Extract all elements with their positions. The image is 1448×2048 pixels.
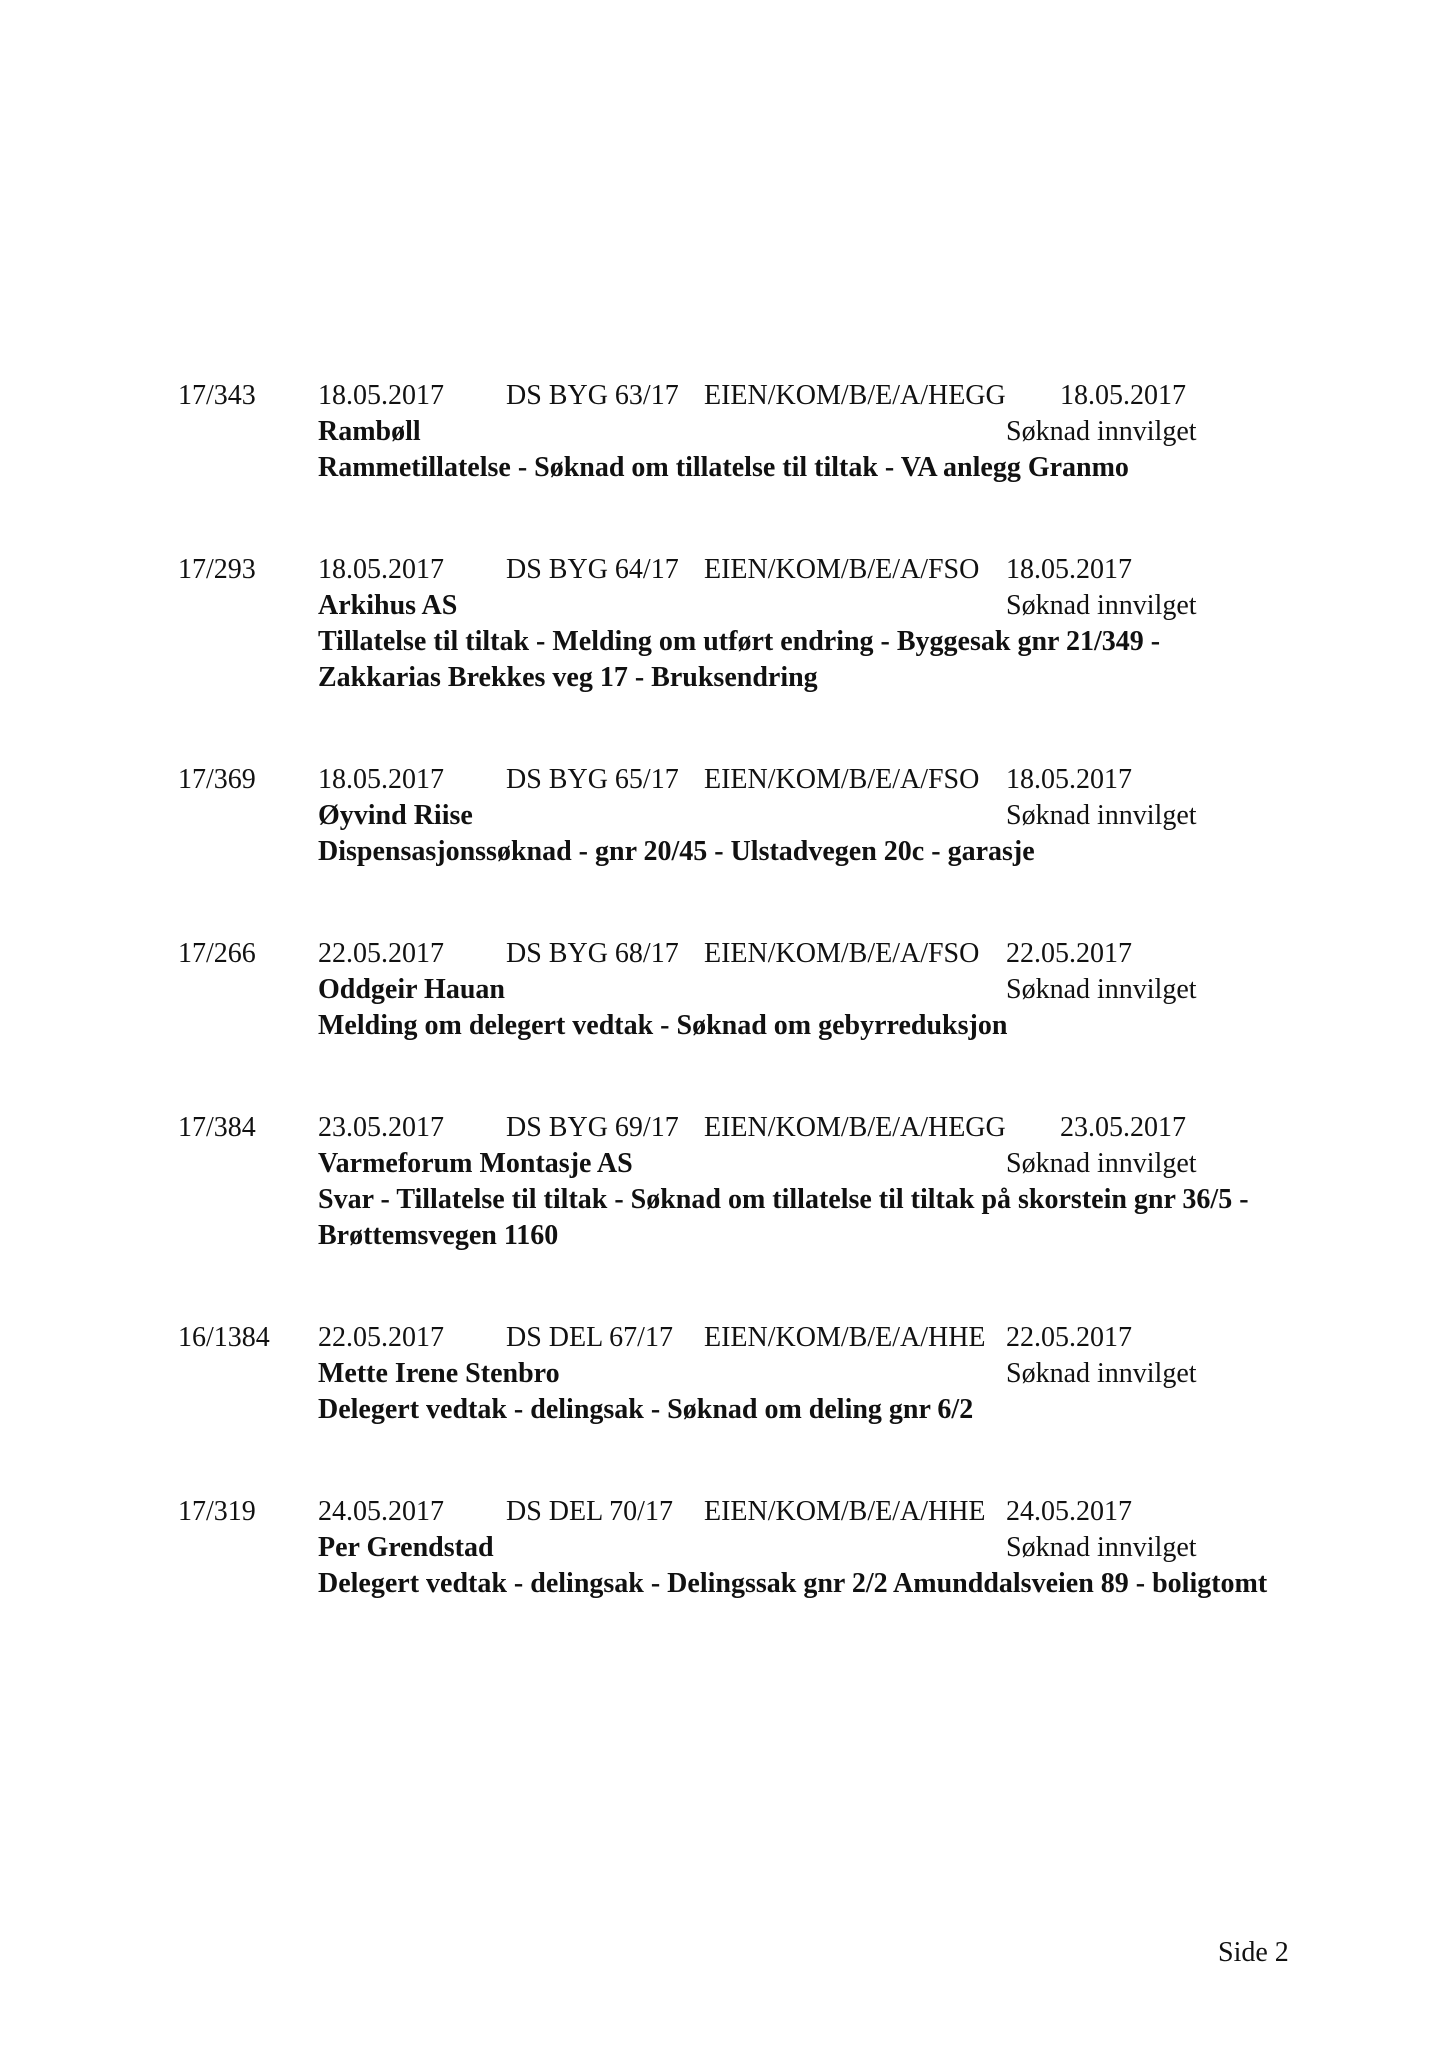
decision-date: 24.05.2017 <box>1006 1496 1132 1527</box>
entry-header-row <box>0 1494 1448 1530</box>
decision-status: Søknad innvilget <box>1006 974 1197 1005</box>
journal-date: 23.05.2017 <box>318 1112 444 1143</box>
journal-date: 22.05.2017 <box>318 938 444 969</box>
department-reference: EIEN/KOM/B/E/A/HEGG <box>704 1112 1006 1143</box>
case-title: Svar - Tillatelse til tiltak - Søknad om tillatelse til tiltak på skorstein gnr 36/5 - Brøttemsvegen 1160 <box>318 1184 1249 1251</box>
party-name: Mette Irene Stenbro <box>318 1358 560 1389</box>
journal-date: 18.05.2017 <box>318 554 444 585</box>
department-reference: EIEN/KOM/B/E/A/FSO <box>704 764 980 795</box>
page-number: Side 2 <box>1218 1937 1289 1968</box>
case-title: Rammetillatelse - Søknad om tillatelse til tiltak - VA anlegg Granmo <box>318 452 1129 483</box>
journal-date: 24.05.2017 <box>318 1496 444 1527</box>
party-name: Øyvind Riise <box>318 800 473 831</box>
decision-status: Søknad innvilget <box>1006 800 1197 831</box>
entry-party-row <box>0 972 1448 1008</box>
entry-party-row <box>0 1146 1448 1182</box>
decision-date: 18.05.2017 <box>1006 764 1132 795</box>
document-number: DS BYG 69/17 <box>506 1112 679 1143</box>
document-number: DS BYG 64/17 <box>506 554 679 585</box>
document-number: DS BYG 63/17 <box>506 380 679 411</box>
party-name: Varmeforum Montasje AS <box>318 1148 633 1179</box>
entry-party-row <box>0 588 1448 624</box>
journal-date: 18.05.2017 <box>318 764 444 795</box>
department-reference: EIEN/KOM/B/E/A/HHE <box>704 1496 986 1527</box>
entry-header-row <box>0 552 1448 588</box>
case-number: 16/1384 <box>178 1322 270 1353</box>
entry-header-row <box>0 762 1448 798</box>
journal-entry <box>0 1494 1448 1602</box>
case-title: Melding om delegert vedtak - Søknad om gebyrreduksjon <box>318 1010 1008 1041</box>
entry-header-row <box>0 936 1448 972</box>
document-number: DS DEL 70/17 <box>506 1496 673 1527</box>
decision-status: Søknad innvilget <box>1006 416 1197 447</box>
case-number: 17/319 <box>178 1496 256 1527</box>
journal-entry <box>0 378 1448 486</box>
case-title: Delegert vedtak - delingsak - Søknad om deling gnr 6/2 <box>318 1394 974 1425</box>
department-reference: EIEN/KOM/B/E/A/HHE <box>704 1322 986 1353</box>
journal-entry <box>0 762 1448 870</box>
decision-date: 22.05.2017 <box>1006 938 1132 969</box>
decision-date: 23.05.2017 <box>1060 1112 1186 1143</box>
decision-status: Søknad innvilget <box>1006 590 1197 621</box>
party-name: Per Grendstad <box>318 1532 494 1563</box>
case-title: Delegert vedtak - delingsak - Delingssak gnr 2/2 Amunddalsveien 89 - boligtomt <box>318 1568 1268 1599</box>
department-reference: EIEN/KOM/B/E/A/FSO <box>704 554 980 585</box>
decision-status: Søknad innvilget <box>1006 1358 1197 1389</box>
journal-date: 18.05.2017 <box>318 380 444 411</box>
entry-header-row <box>0 1110 1448 1146</box>
decision-date: 18.05.2017 <box>1060 380 1186 411</box>
party-name: Arkihus AS <box>318 590 458 621</box>
department-reference: EIEN/KOM/B/E/A/HEGG <box>704 380 1006 411</box>
journal-entry <box>0 552 1448 696</box>
decision-status: Søknad innvilget <box>1006 1148 1197 1179</box>
case-title: Dispensasjonssøknad - gnr 20/45 - Ulstadvegen 20c - garasje <box>318 836 1035 867</box>
journal-entry <box>0 936 1448 1044</box>
document-number: DS BYG 65/17 <box>506 764 679 795</box>
case-number: 17/384 <box>178 1112 256 1143</box>
document-number: DS DEL 67/17 <box>506 1322 673 1353</box>
entry-party-row <box>0 798 1448 834</box>
entry-party-row <box>0 1530 1448 1566</box>
decision-date: 18.05.2017 <box>1006 554 1132 585</box>
case-number: 17/293 <box>178 554 256 585</box>
entry-header-row <box>0 378 1448 414</box>
case-number: 17/343 <box>178 380 256 411</box>
party-name: Rambøll <box>318 416 421 447</box>
case-number: 17/369 <box>178 764 256 795</box>
journal-entry <box>0 1320 1448 1428</box>
journal-date: 22.05.2017 <box>318 1322 444 1353</box>
department-reference: EIEN/KOM/B/E/A/FSO <box>704 938 980 969</box>
entry-header-row <box>0 1320 1448 1356</box>
entry-party-row <box>0 414 1448 450</box>
case-title: Tillatelse til tiltak - Melding om utført endring - Byggesak gnr 21/349 - Zakkarias Brekkes veg 17 - Bruksendring <box>318 626 1161 693</box>
case-number: 17/266 <box>178 938 256 969</box>
decision-status: Søknad innvilget <box>1006 1532 1197 1563</box>
journal-entry <box>0 1110 1448 1254</box>
document-number: DS BYG 68/17 <box>506 938 679 969</box>
entry-party-row <box>0 1356 1448 1392</box>
decision-date: 22.05.2017 <box>1006 1322 1132 1353</box>
party-name: Oddgeir Hauan <box>318 974 505 1005</box>
